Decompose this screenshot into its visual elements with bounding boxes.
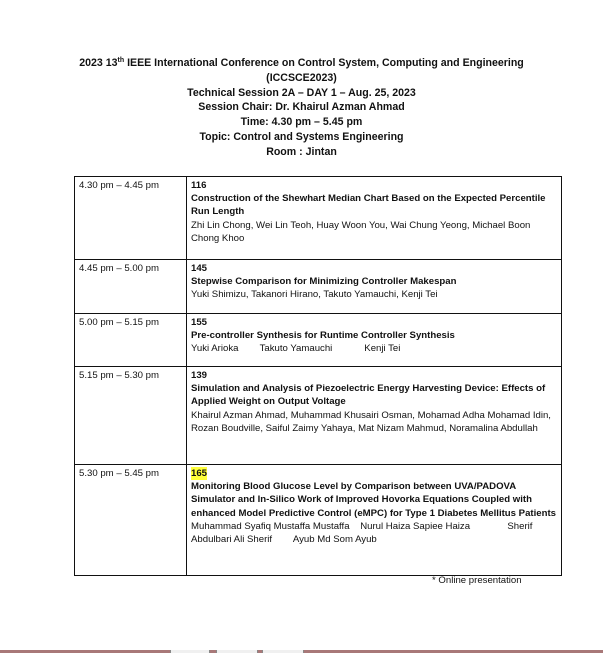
table-row	[75, 177, 562, 260]
paper-title: Construction of the Shewhart Median Chart Based on the Expected Percentile Run Length	[191, 193, 546, 218]
conference-title: 2023 13th IEEE International Conference on Control System, Computing and Engineering	[79, 57, 524, 69]
table-row	[75, 465, 562, 576]
session-time: Time: 4.30 pm – 5.45 pm	[240, 116, 363, 129]
table-row	[75, 260, 562, 314]
paper-cell	[187, 314, 562, 367]
paper-cell	[187, 260, 562, 314]
paper-cell	[187, 177, 562, 260]
schedule-table	[74, 176, 562, 576]
online-presentation-note: * Online presentation	[432, 575, 522, 586]
time-slot: 5.15 pm – 5.30 pm	[75, 367, 187, 465]
session-room: Room : Jintan	[266, 145, 337, 158]
paper-authors: Khairul Azman Ahmad, Muhammad Khusairi Osman, Mohamad Adha Mohamad Idin, Rozan Boudville, Saiful Zaimy Yahaya, Mat Nizam Mahmud, Noramalina Abdullah	[191, 409, 551, 434]
paper-id-highlighted: 165	[191, 468, 208, 479]
paper-cell	[187, 465, 562, 576]
paper-cell	[187, 367, 562, 465]
time-slot: 5.30 pm – 5.45 pm	[75, 465, 187, 576]
paper-authors: Yuki Shimizu, Takanori Hirano, Takuto Yamauchi, Kenji Tei	[191, 289, 438, 301]
session-chair: Session Chair: Dr. Khairul Azman Ahmad	[198, 101, 405, 114]
time-slot: 4.45 pm – 5.00 pm	[75, 260, 187, 314]
paper-authors: Zhi Lin Chong, Wei Lin Teoh, Huay Woon You, Wai Chung Yeong, Michael Boon Chong Khoo	[191, 219, 531, 244]
paper-id: 155	[191, 317, 208, 328]
session-header	[0, 56, 603, 160]
paper-title: Stepwise Comparison for Minimizing Controller Makespan	[191, 276, 457, 288]
paper-id: 139	[191, 370, 208, 381]
paper-id: 145	[191, 263, 208, 274]
table-row	[75, 314, 562, 367]
time-slot: 5.00 pm – 5.15 pm	[75, 314, 187, 367]
session-info: Technical Session 2A – DAY 1 – Aug. 25, 2023	[187, 86, 416, 99]
paper-authors: Muhammad Syafiq Mustaffa Mustaffa Nurul Haiza Sapiee Haiza Sherif Abdulbari Ali Sherif Ayub Md Som Ayub	[191, 520, 535, 546]
paper-title: Simulation and Analysis of Piezoelectric Energy Harvesting Device: Effects of Applied Weight on Output Voltage	[191, 383, 546, 408]
paper-authors: Yuki Arioka Takuto Yamauchi Kenji Tei	[191, 343, 401, 355]
conference-acronym: (ICCSCE2023)	[266, 71, 337, 84]
time-slot: 4.30 pm – 4.45 pm	[75, 177, 187, 260]
session-topic: Topic: Control and Systems Engineering	[199, 130, 404, 143]
paper-id: 116	[191, 180, 207, 191]
table-row	[75, 367, 562, 465]
paper-title: Pre-controller Synthesis for Runtime Controller Synthesis	[191, 330, 455, 342]
paper-title: Monitoring Blood Glucose Level by Comparison between UVA/PADOVA Simulator and In-Silico Work of Improved Hovorka Equations Coupled with enhanced Model Predictive Control (eMPC) for Type 1 Diabetes Mellitus Patients	[191, 481, 556, 519]
